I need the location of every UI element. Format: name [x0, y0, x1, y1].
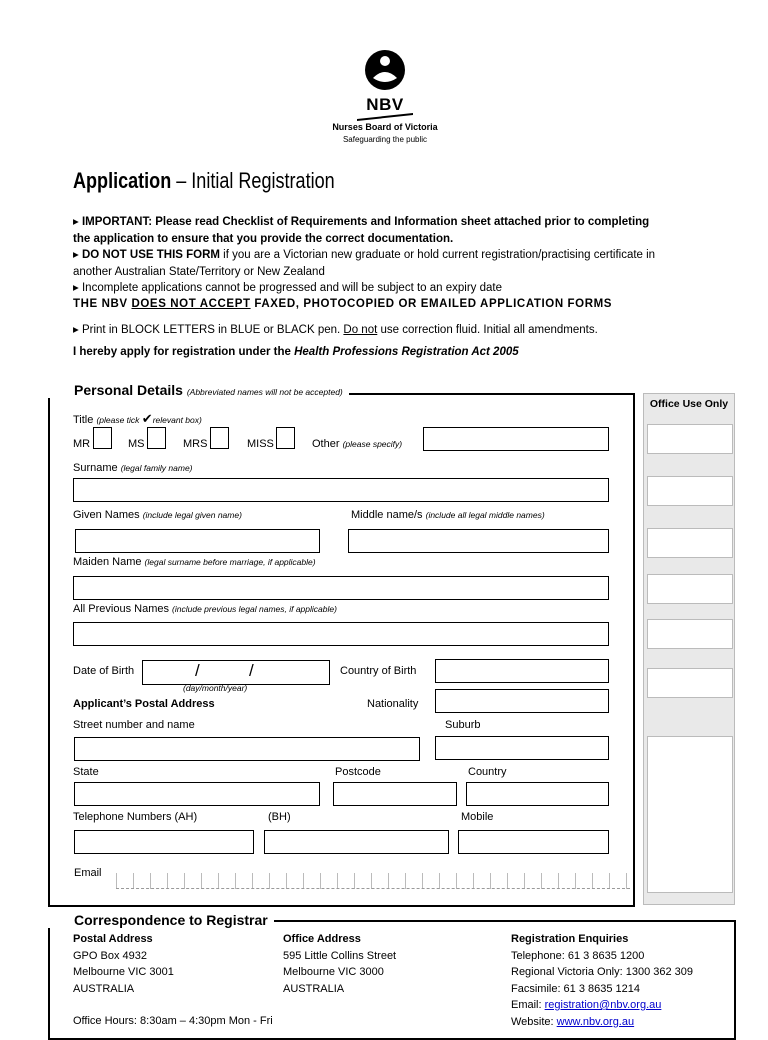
- enquiries-email-row: Email: registration@nbv.org.au: [511, 999, 662, 1011]
- office-use-box: [647, 476, 733, 506]
- instruction-important: ▸ IMPORTANT: Please read Checklist of Requirements and Information sheet attached prior to completing: [73, 216, 650, 228]
- instruction-incomplete: ▸ Incomplete applications cannot be progressed and will be subject to an expiry date: [73, 282, 502, 294]
- instruction-do-not-use-cont: another Australian State/Territory or New Zealand: [73, 265, 325, 278]
- postal-address-heading: Applicant’s Postal Address: [73, 698, 215, 710]
- personal-details-heading: Personal Details (Abbreviated names will not be accepted): [48, 382, 349, 398]
- suburb-label: Suburb: [445, 719, 481, 731]
- mobile-field[interactable]: [458, 830, 609, 854]
- postal-address-title: Postal Address: [73, 933, 153, 945]
- page-title: [73, 168, 335, 194]
- title-miss-checkbox[interactable]: [276, 427, 295, 449]
- postcode-label: Postcode: [335, 766, 381, 778]
- country-field[interactable]: [466, 782, 609, 806]
- office-use-box: [647, 528, 733, 558]
- postal-line: GPO Box 4932: [73, 949, 147, 962]
- date-of-birth-field[interactable]: [142, 660, 330, 685]
- title-option-mr-label: MR: [73, 438, 91, 450]
- postcode-field[interactable]: [333, 782, 457, 806]
- dob-slash-1: /: [195, 661, 200, 680]
- title-option-mrs-label: MRS: [183, 438, 208, 450]
- website-link[interactable]: www.nbv.org.au: [556, 1015, 635, 1028]
- country-label: Country: [468, 766, 507, 778]
- enquiries-website-row: Website: www.nbv.org.au: [511, 1015, 635, 1028]
- office-address-title: Office Address: [283, 933, 361, 945]
- instructions: [73, 214, 655, 297]
- state-label: State: [73, 766, 99, 778]
- title-mrs-checkbox[interactable]: [210, 427, 229, 449]
- postal-address-column: [73, 931, 273, 1030]
- nbv-logo: [330, 48, 440, 144]
- application-declaration: I hereby apply for registration under the Health Professions Registration Act 2005: [73, 346, 519, 358]
- office-use-box: [647, 424, 733, 454]
- title-label: Title (please tick ✔relevant box): [73, 411, 202, 426]
- title-other-field[interactable]: [423, 427, 609, 451]
- mobile-label: Mobile: [461, 811, 494, 823]
- tick-icon: ✔: [141, 411, 153, 426]
- postal-line: Melbourne VIC 3001: [73, 966, 174, 978]
- given-names-label: Given Names (include legal given name): [73, 509, 242, 521]
- no-fax-warning: THE NBV DOES NOT ACCEPT FAXED, PHOTOCOPIED OR EMAILED APPLICATION FORMS: [73, 298, 613, 310]
- office-hours: Office Hours: 8:30am – 4:30pm Mon - Fri: [73, 1015, 273, 1027]
- middle-names-field[interactable]: [348, 529, 609, 553]
- nationality-field[interactable]: [435, 689, 609, 713]
- country-of-birth-field[interactable]: [435, 659, 609, 683]
- enquiries-column: [511, 931, 693, 1030]
- enquiries-title: Registration Enquiries: [511, 933, 629, 945]
- telephone-bh-field[interactable]: [264, 830, 449, 854]
- state-field[interactable]: [74, 782, 320, 806]
- email-label: Email: [74, 867, 102, 879]
- title-rest: – Initial Registration: [171, 168, 335, 193]
- office-use-heading: Office Use Only: [649, 398, 729, 410]
- office-use-box: [647, 619, 733, 649]
- office-line: 595 Little Collins Street: [283, 949, 397, 962]
- telephone-bh-label: (BH): [268, 811, 291, 823]
- office-use-box: [647, 736, 733, 893]
- office-address-column: [283, 931, 396, 997]
- instruction-print: ▸ Print in BLOCK LETTERS in BLUE or BLACK pen. Do not use correction fluid. Initial all amendments.: [73, 324, 598, 336]
- street-label: Street number and name: [73, 719, 195, 731]
- dob-format-hint: (day/month/year): [183, 683, 248, 693]
- logo-tagline: Safeguarding the public: [342, 135, 428, 144]
- middle-names-label: Middle name/s (include all legal middle names): [351, 509, 545, 521]
- date-of-birth-label: Date of Birth: [73, 665, 135, 677]
- title-other-label: Other (please specify): [312, 438, 403, 450]
- previous-names-field[interactable]: [73, 622, 609, 646]
- surname-field[interactable]: [73, 478, 609, 502]
- title-ms-checkbox[interactable]: [147, 427, 166, 449]
- office-use-box: [647, 668, 733, 698]
- title-option-miss-label: MISS: [247, 438, 274, 450]
- bullet-icon: ▸: [73, 249, 79, 261]
- instruction-important-cont: the application to ensure that you provide the correct documentation.: [73, 232, 454, 245]
- correspondence-heading: Correspondence to Registrar: [48, 912, 274, 928]
- nbv-emblem-icon: [363, 48, 407, 92]
- enquiries-regional: Regional Victoria Only: 1300 362 309: [511, 966, 694, 978]
- telephone-ah-field[interactable]: [74, 830, 254, 854]
- previous-names-label: All Previous Names (include previous legal names, if applicable): [73, 603, 337, 615]
- registration-email-link[interactable]: registration@nbv.org.au: [544, 999, 662, 1011]
- country-of-birth-label: Country of Birth: [340, 665, 417, 677]
- maiden-name-field[interactable]: [73, 576, 609, 600]
- street-field[interactable]: [74, 737, 420, 761]
- maiden-name-label: Maiden Name (legal surname before marriage, if applicable): [73, 556, 316, 568]
- office-line: AUSTRALIA: [283, 982, 345, 995]
- dob-slash-2: /: [249, 661, 254, 680]
- logo-name: Nurses Board of Victoria: [332, 122, 438, 132]
- nationality-label: Nationality: [367, 698, 419, 710]
- title-option-ms-label: MS: [128, 438, 145, 450]
- given-names-field[interactable]: [75, 529, 320, 553]
- instruction-do-not-use: ▸ DO NOT USE THIS FORM if you are a Victorian new graduate or hold current registration/practising certificate in: [73, 249, 656, 261]
- office-line: Melbourne VIC 3000: [283, 966, 384, 978]
- suburb-field[interactable]: [435, 736, 609, 760]
- title-bold: Application: [73, 168, 172, 193]
- logo-abbreviation: NBV: [366, 95, 404, 114]
- office-use-panel: [643, 393, 735, 905]
- telephone-ah-label: Telephone Numbers (AH): [73, 811, 198, 823]
- surname-label: Surname (legal family name): [73, 462, 193, 474]
- title-mr-checkbox[interactable]: [93, 427, 112, 449]
- office-use-box: [647, 574, 733, 604]
- bullet-icon: ▸: [73, 324, 79, 336]
- enquiries-telephone: Telephone: 61 3 8635 1200: [511, 949, 645, 962]
- postal-line: AUSTRALIA: [73, 982, 135, 995]
- bullet-icon: ▸: [73, 282, 79, 294]
- email-field[interactable]: [116, 873, 630, 889]
- bullet-icon: ▸: [73, 216, 79, 228]
- enquiries-fax: Facsimile: 61 3 8635 1214: [511, 982, 641, 995]
